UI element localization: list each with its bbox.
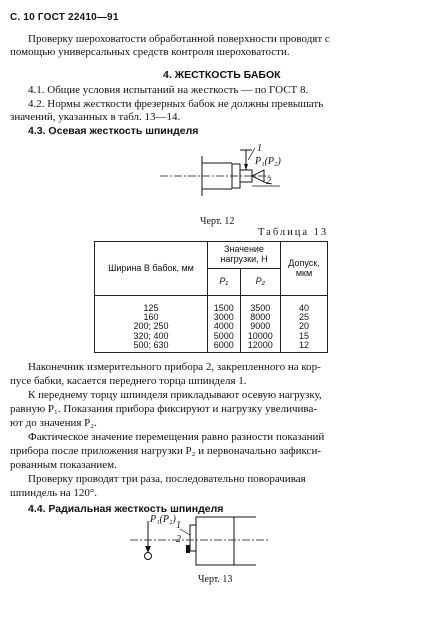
figure-12-label-p: P₁(P₂)	[255, 156, 281, 167]
table-cell: 10000	[240, 332, 280, 341]
table-cell: 500; 630	[95, 341, 208, 353]
table-header-p2: P₂	[240, 269, 280, 296]
figure-12-drawing	[160, 140, 310, 205]
table-header-tolerance: Допуск, мкм	[281, 242, 328, 296]
table-cell: 6000	[208, 341, 241, 353]
page-header-title: С. 10 ГОСТ 22410—91	[10, 12, 119, 23]
table-cell: 3000	[208, 313, 241, 322]
para-line: пусе бабки, касается переднего торца шпинделя 1.	[10, 375, 247, 387]
table-cell: 125	[95, 296, 208, 314]
para-line: равную P₁. Показания прибора фиксируют и нагрузку увеличива-	[10, 403, 317, 415]
figure-12-label-2: 2	[266, 176, 271, 187]
table-header-width: Ширина B бабок, мм	[95, 242, 208, 296]
table-row	[95, 341, 328, 353]
table-13	[94, 241, 328, 353]
table-cell: 25	[281, 313, 328, 322]
figure-12-caption: Черт. 12	[200, 216, 235, 227]
clause-4-1: 4.1. Общие условия испытаний на жесткость — по ГОСТ 8.	[28, 84, 309, 96]
para-line: К переднему торцу шпинделя прикладывают осевую нагрузку,	[28, 389, 322, 401]
table-header-load: Значение нагрузки, Н	[208, 242, 281, 269]
table-row	[95, 296, 328, 314]
para-line: рованным показанием.	[10, 459, 117, 471]
figure-13-label-1: 1	[176, 520, 181, 531]
table-cell: 4000	[208, 322, 241, 331]
table-cell: 8000	[240, 313, 280, 322]
table-cell: 160	[95, 313, 208, 322]
table-cell: 12000	[240, 341, 280, 353]
intro-line-2: помощью универсальных средств контроля шероховатости.	[10, 46, 290, 58]
table-cell: 12	[281, 341, 328, 353]
table-cell: 3500	[240, 296, 280, 314]
clause-4-2-line-1: 4.2. Нормы жесткости фрезерных бабок не должны превышать	[28, 98, 324, 110]
para-line: Наконечник измерительного прибора 2, закрепленного на кор-	[28, 361, 321, 373]
table-header-p1: P₁	[208, 269, 241, 296]
para-line: Проверку проводят три раза, последовательно поворачивая	[28, 473, 306, 485]
para-line: прибора после приложения нагрузки P₂ и первоначально зафикси-	[10, 445, 321, 457]
table-13-title: Таблица 13	[258, 227, 329, 238]
table-cell: 200; 250	[95, 322, 208, 331]
table-cell: 320; 400	[95, 332, 208, 341]
para-line: ют до значения P₂.	[10, 417, 97, 429]
table-row	[95, 332, 328, 341]
table-cell: 20	[281, 322, 328, 331]
table-row	[95, 322, 328, 331]
table-cell: 1500	[208, 296, 241, 314]
para-line: шпиндель на 120°.	[10, 487, 98, 499]
figure-13-caption: Черт. 13	[198, 574, 233, 585]
section-4-title: 4. ЖЕСТКОСТЬ БАБОК	[163, 69, 281, 81]
table-cell: 15	[281, 332, 328, 341]
figure-13-label-p: P₁(P₂)	[150, 514, 176, 525]
figure-12-label-1: 1	[257, 143, 262, 154]
table-cell: 40	[281, 296, 328, 314]
table-row	[95, 313, 328, 322]
clause-4-3-title: 4.3. Осевая жесткость шпинделя	[28, 125, 199, 137]
figure-13-label-2: 2	[176, 534, 181, 545]
table-cell: 5000	[208, 332, 241, 341]
para-line: Фактическое значение перемещения равно разности показаний	[28, 431, 325, 443]
table-cell: 9000	[240, 322, 280, 331]
clause-4-4-title: 4.4. Радиальная жесткость шпинделя	[28, 503, 224, 515]
intro-line-1: Проверку шероховатости обработанной поверхности проводят с	[28, 33, 330, 45]
clause-4-2-line-2: значений, указанных в табл. 13—14.	[10, 111, 181, 123]
